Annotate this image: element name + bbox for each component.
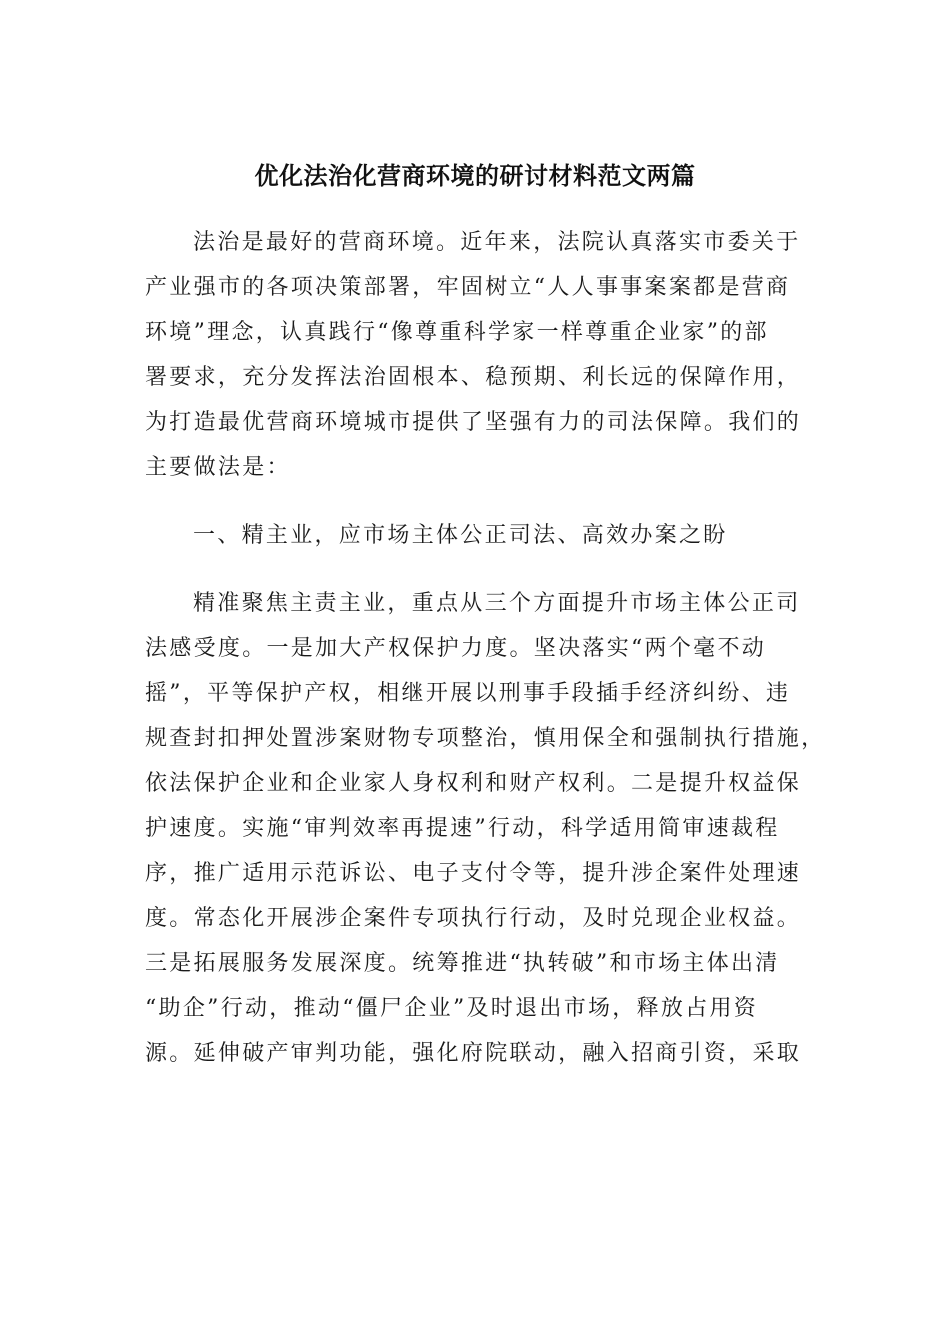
paragraph-line: 主要做法是：	[145, 455, 291, 480]
paragraph-line: 护速度。实施“审判效率再提速”行动，科学适用简审速裁程	[145, 816, 780, 841]
paragraph-spacer	[145, 490, 805, 513]
paragraph-line: 法感受度。一是加大产权保护力度。坚决落实“两个毫不动	[145, 636, 767, 661]
paragraph-line: 产业强市的各项决策部署，牢固树立“人人事事案案都是营商	[145, 275, 791, 300]
paragraph-line: 署要求，充分发挥法治固根本、稳预期、利长远的保障作用，	[145, 365, 802, 390]
paragraph-line: 源。延伸破产审判功能，强化府院联动，融入招商引资，采取	[145, 1041, 802, 1066]
document-body	[145, 220, 826, 1076]
paragraph-intro	[145, 220, 805, 490]
section-heading: 一、精主业，应市场主体公正司法、高效办案之盼	[193, 523, 728, 548]
paragraph-main	[145, 581, 826, 1076]
paragraph-line: 三是拓展服务发展深度。统筹推进“执转破”和市场主体出清	[145, 951, 780, 976]
paragraph-spacer	[145, 558, 805, 581]
paragraph-line: 序，推广适用示范诉讼、电子支付令等，提升涉企案件处理速	[145, 861, 802, 886]
paragraph-line: 规查封扣押处置涉案财物专项整治，慎用保全和强制执行措施，	[145, 726, 826, 751]
paragraph-line: 为打造最优营商环境城市提供了坚强有力的司法保障。我们的	[145, 410, 802, 435]
paragraph-line: 度。常态化开展涉企案件专项执行行动，及时兑现企业权益。	[145, 906, 802, 931]
paragraph-line: 摇”，平等保护产权，相继开展以刑事手段插手经济纠纷、违	[145, 681, 791, 706]
paragraph-line: 环境”理念，认真践行“像尊重科学家一样尊重企业家”的部	[145, 320, 769, 345]
document-title: 优化法治化营商环境的研讨材料范文两篇	[254, 162, 696, 190]
paragraph-line: 法治是最好的营商环境。近年来，法院认真落实市委关于	[193, 230, 801, 255]
paragraph-line: “助企”行动，推动“僵尸企业”及时退出市场，释放占用资	[145, 996, 759, 1021]
paragraph-line: 精准聚焦主责主业，重点从三个方面提升市场主体公正司	[193, 591, 801, 616]
paragraph-line: 依法保护企业和企业家人身权利和财产权利。二是提升权益保	[145, 771, 802, 796]
